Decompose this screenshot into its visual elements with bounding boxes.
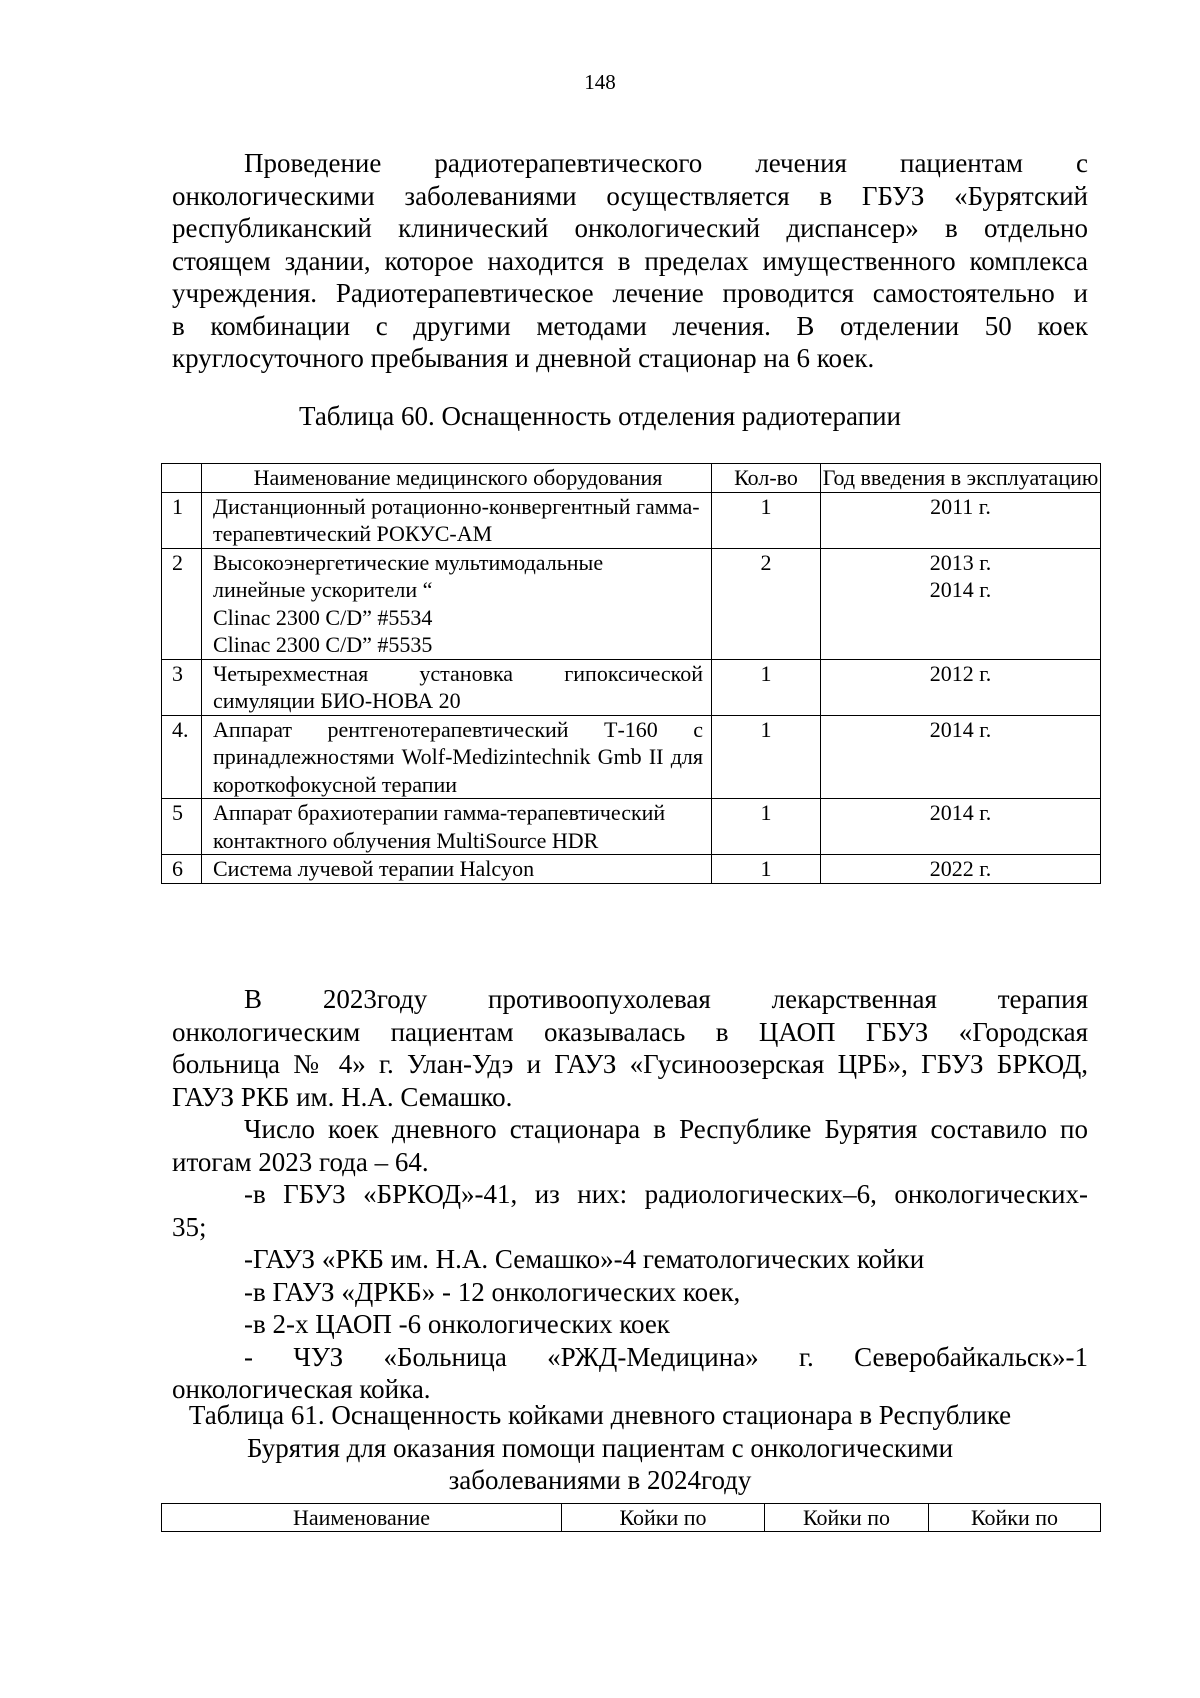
list-item: -в 2-х ЦАОП -6 онкологических коек [244,1309,670,1339]
text-line: ГАУЗ РКБ им. Н.А. Семашко. [172,1081,513,1112]
list-item: -ГАУЗ «РКБ им. Н.А. Семашко»-4 гематологических койки [244,1244,925,1274]
table61 [161,1503,1101,1532]
text-line: Проведение радиотерапевтического лечения пациентам с [244,148,1088,178]
row-qty: 1 [712,799,821,855]
row-qty: 1 [712,492,821,548]
caption-line: Бурятия для оказания помощи пациентам с онкологическими [246,1432,954,1463]
text-line: итогам 2023 года – 64. [172,1146,429,1177]
row-year: 2013 г. 2014 г. [821,548,1101,659]
text-line: больница № 4» г. Улан-Удэ и ГАУЗ «Гусиноозерская ЦРБ», ГБУЗ БРКОД, [172,1049,1088,1079]
list-item: -в ГАУЗ «ДРКБ» - 12 онкологических коек, [244,1276,741,1307]
header-name: Наименование [162,1504,562,1532]
list-item: - ЧУЗ «Больница «РЖД-Медицина» г. Северобайкальск»-1 [244,1341,1088,1372]
table-row [162,799,1101,855]
list-item: 35; [172,1211,207,1242]
table-row [162,492,1101,548]
text-line: круглосуточного пребывания и дневной стационар на 6 коек. [172,343,875,373]
header-qty: Кол-во [712,464,821,493]
paragraph-2023 [172,983,1088,1113]
table60 [161,463,1101,884]
row-num: 6 [162,855,202,884]
row-qty: 1 [712,659,821,715]
header-beds: Койки по [765,1504,929,1532]
header-name: Наименование медицинского оборудования [202,464,712,493]
row-name: Четырехместная установка гипоксической симуляции БИО-НОВА 20 [202,659,712,715]
text-line: учреждения. Радиотерапевтическое лечение проводится самостоятельно и [172,278,1088,308]
text-line: в комбинации с другими методами лечения. В отделении 50 коек [172,310,1088,341]
table60-caption: Таблица 60. Оснащенность отделения радиотерапии [299,401,901,431]
row-qty: 2 [712,548,821,659]
table-row [162,548,1101,659]
row-qty: 1 [712,715,821,799]
bed-list [172,1178,1088,1406]
caption-line: Таблица 61. Оснащенность койками дневного стационара в Республике [188,1400,1012,1430]
page-number: 148 [584,70,616,94]
paragraph-beds [172,1113,1088,1178]
text-line: В 2023году противоопухолевая лекарственная терапия [244,984,1088,1014]
row-num: 1 [162,492,202,548]
row-num: 4. [162,715,202,799]
table-row [162,855,1101,884]
header-num [162,464,202,493]
row-year: 2012 г. [821,659,1101,715]
list-item: онкологическая койка. [172,1374,431,1404]
text-line: стоящем здании, которое находится в пределах имущественного комплекса [172,245,1088,276]
row-name: Высокоэнергетические мультимодальные линейные ускорители “ Clinac 2300 C/D” #5534 Clinac 2300 C/D” #5535 [202,548,712,659]
header-beds: Койки по [929,1504,1101,1532]
text-line: Число коек дневного стационара в Республике Бурятия составило по [244,1114,1088,1144]
table61-caption [0,1399,1200,1497]
row-name: Система лучевой терапии Halcyon [202,855,712,884]
list-item: -в ГБУЗ «БРКОД»-41, из них: радиологических–6, онкологических- [244,1179,1088,1209]
table-header-row [162,464,1101,493]
text-line: онкологическим пациентам оказывалась в ЦАОП ГБУЗ «Городская [172,1016,1088,1047]
table-header-row [162,1504,1101,1532]
row-year: 2014 г. [821,715,1101,799]
row-num: 2 [162,548,202,659]
text-line: онкологическими заболеваниями осуществляется в ГБУЗ «Бурятский [172,180,1088,211]
row-qty: 1 [712,855,821,884]
row-name: Аппарат рентгенотерапевтический Т-160 с принадлежностями Wolf-Medizintechnik Gmb II для короткофокусной терапии [202,715,712,799]
table-row [162,659,1101,715]
row-year: 2014 г. [821,799,1101,855]
header-beds: Койки по [562,1504,765,1532]
row-num: 3 [162,659,202,715]
header-year: Год введения в эксплуатацию [821,464,1101,493]
intro-paragraph [172,147,1088,375]
row-year: 2011 г. [821,492,1101,548]
row-name: Дистанционный ротационно-конвергентный гамма-терапевтический РОКУС-АМ [202,492,712,548]
row-name: Аппарат брахиотерапии гамма-терапевтический контактного облучения MultiSource HDR [202,799,712,855]
row-year: 2022 г. [821,855,1101,884]
table-row [162,715,1101,799]
row-num: 5 [162,799,202,855]
caption-line: заболеваниями в 2024году [448,1465,752,1495]
text-line: республиканский клинический онкологический диспансер» в отдельно [172,213,1088,243]
